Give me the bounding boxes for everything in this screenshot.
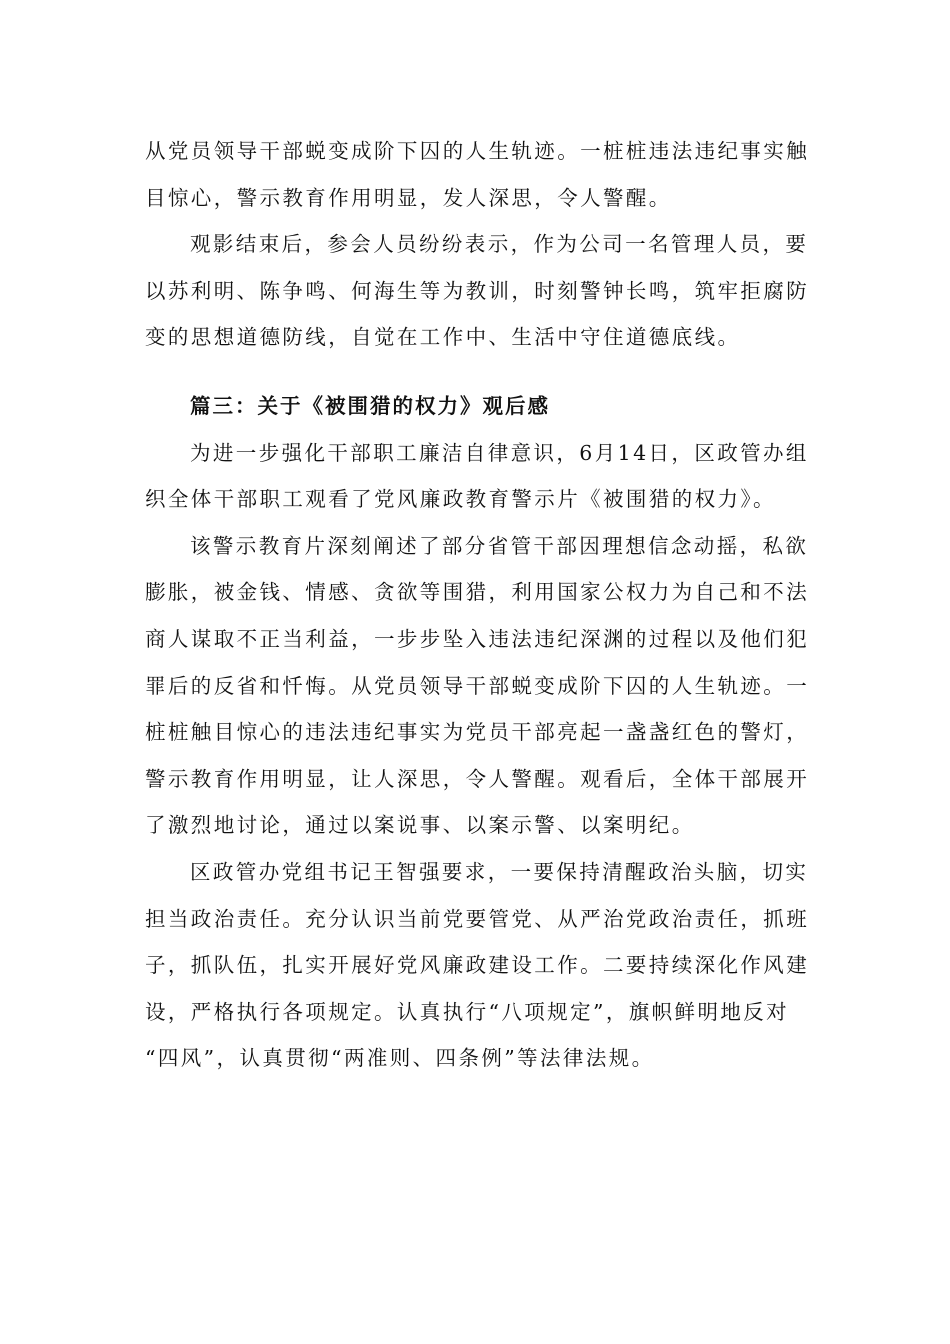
text-line: 该警示教育片深刻阐述了部分省管干部因理想信念动摇，私欲 xyxy=(190,533,809,558)
text-line: “四风”，认真贯彻“两准则、四条例”等法律法规。 xyxy=(145,1046,655,1071)
paragraph-secretary xyxy=(145,849,810,1082)
section-heading: 篇三：关于《被围猎的权力》观后感 xyxy=(190,393,550,418)
document-body xyxy=(145,128,810,1082)
text-line: 目惊心，警示教育作用明显，发人深思，令人警醒。 xyxy=(145,185,672,210)
text-line: 为进一步强化干部职工廉洁自律意识，6月14日，区政管办组 xyxy=(190,440,809,465)
text-line: 了激烈地讨论，通过以案说事、以案示警、以案明纪。 xyxy=(145,813,695,838)
paragraph-film xyxy=(145,523,810,849)
text-line: 子，抓队伍，扎实开展好党风廉政建设工作。二要持续深化作风建 xyxy=(145,953,810,978)
paragraph-continued xyxy=(145,128,810,221)
text-line: 警示教育作用明显，让人深思，令人警醒。观看后，全体干部展开 xyxy=(145,766,810,791)
text-line: 设，严格执行各项规定。认真执行“八项规定”，旗帜鲜明地反对 xyxy=(145,999,790,1024)
paragraph-intro xyxy=(145,430,809,523)
text-line: 织全体干部职工观看了党风廉政教育警示片《被围猎的权力》。 xyxy=(145,487,776,512)
text-line: 以苏利明、陈争鸣、何海生等为教训，时刻警钟长鸣，筑牢拒腐防 xyxy=(145,278,810,303)
text-line: 罪后的反省和忏悔。从党员领导干部蜕变成阶下囚的人生轨迹。一 xyxy=(145,673,810,698)
text-line: 变的思想道德防线，自觉在工作中、生活中守住道德底线。 xyxy=(145,325,741,350)
text-line: 商人谋取不正当利益，一步步坠入违法违纪深渊的过程以及他们犯 xyxy=(145,626,810,651)
text-line: 区政管办党组书记王智强要求，一要保持清醒政治头脑，切实 xyxy=(190,859,809,884)
text-line: 担当政治责任。充分认识当前党要管党、从严治党政治责任，抓班 xyxy=(145,906,810,931)
text-line: 桩桩触目惊心的违法违纪事实为党员干部亮起一盏盏红色的警灯， xyxy=(145,720,810,745)
paragraph-after-viewing xyxy=(145,221,810,361)
text-line: 膨胀，被金钱、情感、贪欲等围猎，利用国家公权力为自己和不法 xyxy=(145,580,810,605)
text-line: 从党员领导干部蜕变成阶下囚的人生轨迹。一桩桩违法违纪事实触 xyxy=(145,139,810,163)
text-line: 观影结束后，参会人员纷纷表示，作为公司一名管理人员，要 xyxy=(190,232,809,257)
